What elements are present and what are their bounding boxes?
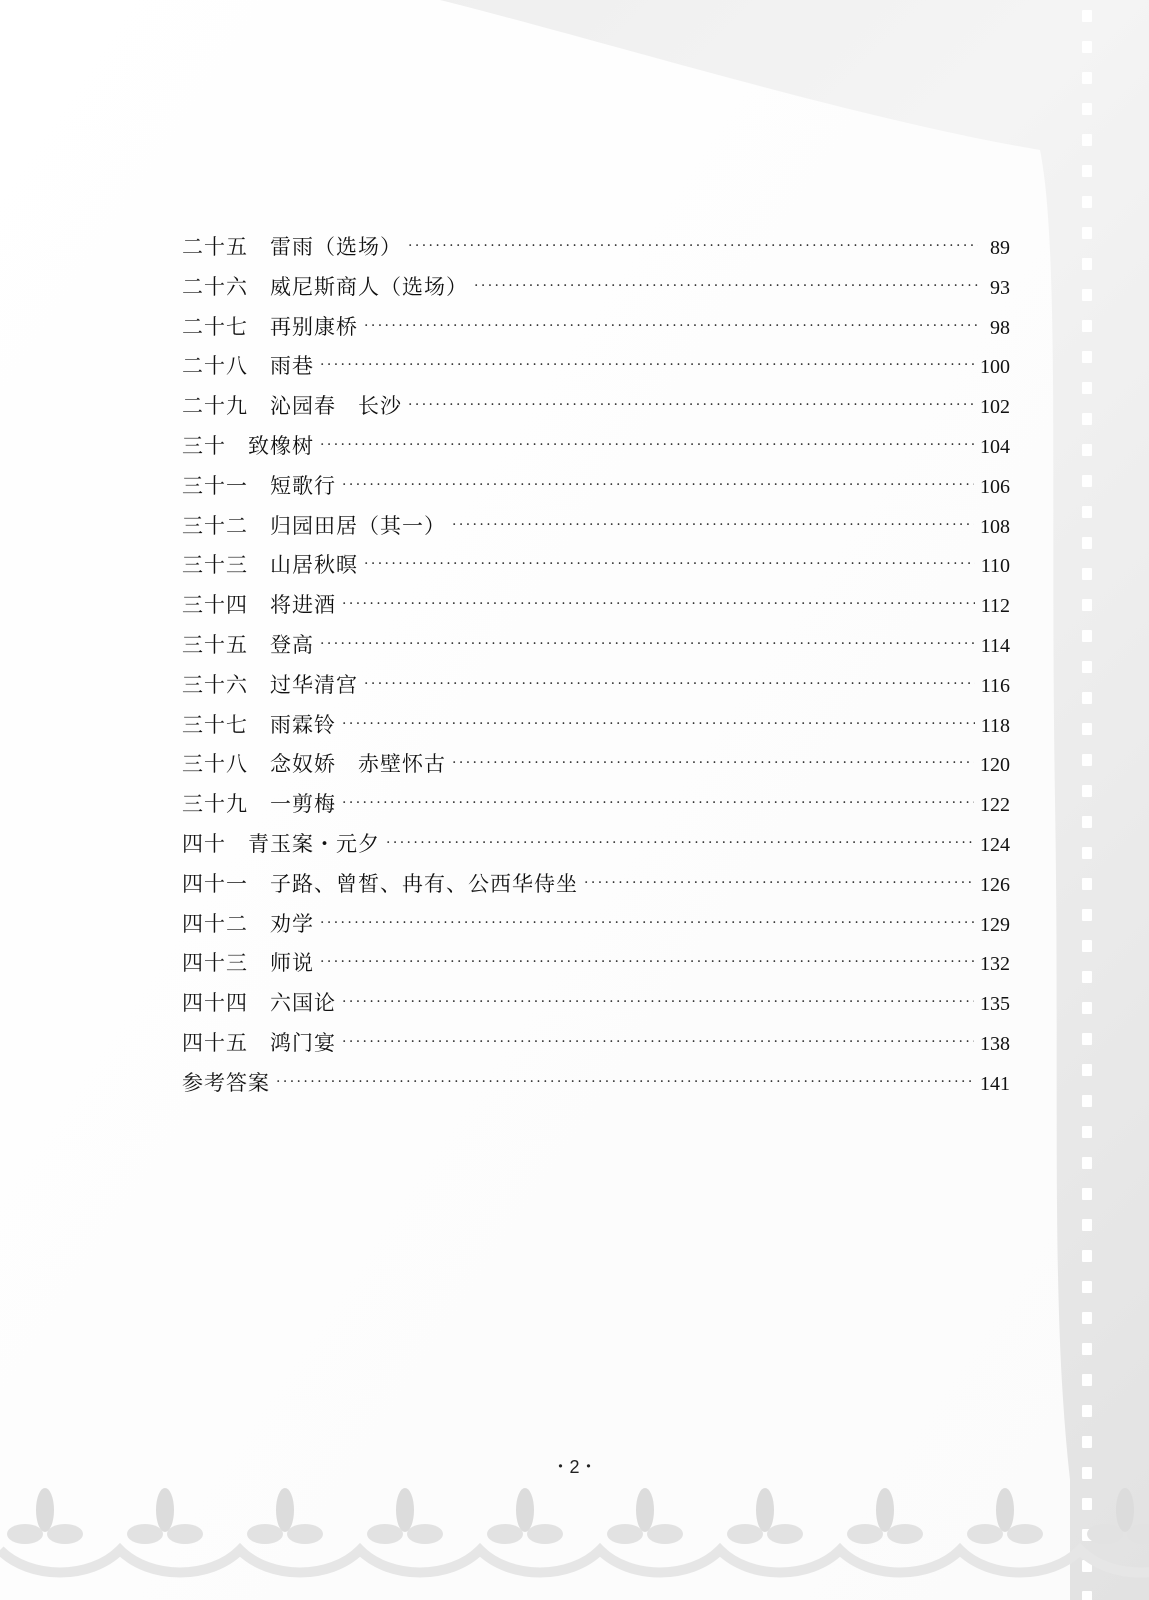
- toc-entry-page: 138: [980, 1032, 1010, 1055]
- dot-leader: [452, 506, 974, 546]
- toc-entry-number: 三十六: [182, 672, 248, 697]
- dot-leader: [364, 545, 975, 585]
- toc-entry[interactable]: [182, 586, 1010, 626]
- toc-entry-number: 三十七: [182, 712, 248, 737]
- dot-leader: [320, 904, 974, 944]
- film-strip-hole: [1082, 227, 1092, 239]
- toc-entry[interactable]: [182, 825, 1010, 865]
- toc-entry-page: 89: [990, 237, 1010, 259]
- toc-entry-number: 四十五: [182, 1030, 248, 1055]
- toc-entry-title: 沁园春 长沙: [270, 394, 402, 419]
- toc-entry-number: 三十四: [182, 593, 248, 618]
- toc-entry-title: 短歌行: [270, 473, 336, 498]
- toc-entry[interactable]: [182, 546, 1010, 586]
- dot-leader: [474, 267, 978, 307]
- dot-leader: [386, 824, 974, 864]
- toc-entry-number: 四十: [182, 831, 226, 856]
- film-strip-hole: [1082, 165, 1092, 177]
- toc-entry-title: 雷雨（选场）: [270, 235, 402, 259]
- toc-entry-title: 雨霖铃: [270, 712, 336, 737]
- toc-entry-number: 三十一: [182, 473, 248, 498]
- toc-entry[interactable]: [182, 706, 1010, 746]
- toc-entry[interactable]: [182, 427, 1010, 467]
- film-strip-hole: [1082, 41, 1092, 53]
- dot-leader: [364, 307, 978, 347]
- toc-entry-title: 归园田居（其一）: [270, 513, 446, 538]
- toc-entry-page: 118: [980, 714, 1010, 737]
- dot-leader: [342, 466, 974, 506]
- film-strip-hole: [1082, 1064, 1092, 1076]
- film-strip-hole: [1082, 1405, 1092, 1417]
- toc-entry-page: 141: [980, 1072, 1010, 1095]
- toc-entry[interactable]: [182, 347, 1010, 387]
- film-strip-hole: [1082, 1436, 1092, 1448]
- film-strip-hole: [1082, 475, 1092, 487]
- toc-entry-number: 四十二: [182, 911, 248, 936]
- film-strip-hole: [1082, 10, 1092, 22]
- toc-entry-title: 青玉案・元夕: [248, 831, 380, 856]
- film-strip-hole: [1082, 258, 1092, 270]
- dot-leader: [452, 744, 974, 784]
- toc-entry-title: 六国论: [270, 991, 336, 1016]
- dot-leader: [584, 864, 974, 904]
- toc-entry-page: 116: [980, 674, 1010, 697]
- film-strip-hole: [1082, 754, 1092, 766]
- flower-ornament: [127, 1488, 203, 1544]
- film-strip-hole: [1082, 785, 1092, 797]
- film-strip-hole: [1082, 1002, 1092, 1014]
- toc-entry[interactable]: [182, 308, 1010, 348]
- flower-ornament: [847, 1488, 923, 1544]
- dot-leader: [276, 1063, 974, 1103]
- toc-entry-number: 四十四: [182, 991, 248, 1016]
- toc-entry-number: 三十九: [182, 792, 248, 817]
- film-strip-hole: [1082, 630, 1092, 642]
- toc-entry-number: 三十八: [182, 752, 248, 777]
- film-strip-hole: [1082, 506, 1092, 518]
- film-strip-hole: [1082, 1343, 1092, 1355]
- toc-entry-number: 二十九: [182, 394, 248, 419]
- flower-ornament: [367, 1488, 443, 1544]
- film-strip-hole: [1082, 1188, 1092, 1200]
- toc-entry[interactable]: [182, 507, 1010, 547]
- toc-entry[interactable]: [182, 865, 1010, 905]
- toc-entry-title: 念奴娇 赤壁怀古: [270, 752, 446, 777]
- toc-entry-number: 四十三: [182, 951, 248, 976]
- flower-ornament: [967, 1488, 1043, 1544]
- toc-entry-title: 威尼斯商人（选场）: [270, 274, 468, 299]
- toc-entry-page: 100: [980, 356, 1010, 379]
- toc-entry-page: 110: [980, 555, 1010, 578]
- film-strip-hole: [1082, 971, 1092, 983]
- flower-ornament: [607, 1488, 683, 1544]
- film-strip-hole: [1082, 940, 1092, 952]
- toc-entry-number: 三十二: [182, 513, 248, 538]
- toc-entry-page: 98: [990, 316, 1010, 339]
- film-strip-hole: [1082, 1250, 1092, 1262]
- film-strip-hole: [1082, 1312, 1092, 1324]
- film-strip-hole: [1082, 537, 1092, 549]
- toc-entry-page: 120: [980, 754, 1010, 777]
- toc-entry[interactable]: [182, 268, 1010, 308]
- toc-entry-title: 将进酒: [270, 593, 336, 618]
- toc-entry-title: 过华清宫: [270, 672, 358, 697]
- toc-entry-page: 108: [980, 515, 1010, 538]
- toc-entry[interactable]: [182, 944, 1010, 984]
- toc-entry-title: 子路、曾皙、冉有、公西华侍坐: [270, 871, 578, 896]
- film-strip-hole: [1082, 72, 1092, 84]
- flower-ornament: [7, 1488, 83, 1544]
- toc-entry-page: 126: [980, 873, 1010, 896]
- toc-entry-title: 一剪梅: [270, 792, 336, 817]
- toc-entry-number: 四十一: [182, 871, 248, 896]
- toc-entry[interactable]: [182, 666, 1010, 706]
- film-strip-hole: [1082, 444, 1092, 456]
- dot-leader: [364, 665, 975, 705]
- dot-leader: [320, 943, 974, 983]
- flower-ornament: [247, 1488, 323, 1544]
- toc-entry-title: 雨巷: [270, 354, 314, 379]
- film-strip-hole: [1082, 351, 1092, 363]
- toc-entry[interactable]: [182, 467, 1010, 507]
- toc-entry-title: 劝学: [270, 911, 314, 936]
- flower-border: [0, 1470, 1149, 1600]
- flower-ornament: [487, 1488, 563, 1544]
- film-strip-hole: [1082, 413, 1092, 425]
- toc-entry-page: 114: [980, 634, 1010, 657]
- flower-ornament: [1087, 1488, 1149, 1544]
- film-strip-hole: [1082, 816, 1092, 828]
- film-strip-hole: [1082, 568, 1092, 580]
- film-strip-hole: [1082, 909, 1092, 921]
- dot-leader: [408, 386, 974, 426]
- toc-entry[interactable]: [182, 905, 1010, 945]
- page-number: ・2・: [551, 1457, 598, 1477]
- toc-entry-number: 二十八: [182, 354, 248, 379]
- toc-entry[interactable]: [182, 745, 1010, 785]
- film-strip-hole: [1082, 1126, 1092, 1138]
- table-of-contents: [182, 228, 1010, 1104]
- toc-entry-number: 三十: [182, 433, 226, 458]
- toc-entry[interactable]: [182, 984, 1010, 1024]
- film-strip-hole: [1082, 1219, 1092, 1231]
- dot-leader: [408, 227, 978, 267]
- toc-entry[interactable]: [182, 1064, 1010, 1104]
- toc-entry-title: 山居秋暝: [270, 553, 358, 578]
- toc-entry-page: 106: [980, 475, 1010, 498]
- toc-entry[interactable]: [182, 387, 1010, 427]
- toc-entry-page: 135: [980, 993, 1010, 1016]
- toc-entry-page: 122: [980, 794, 1010, 817]
- film-strip-hole: [1082, 723, 1092, 735]
- film-strip-hole: [1082, 847, 1092, 859]
- dot-leader: [342, 585, 975, 625]
- toc-entry-page: 129: [980, 913, 1010, 936]
- film-strip-hole: [1082, 692, 1092, 704]
- film-strip-hole: [1082, 1157, 1092, 1169]
- dot-leader: [342, 983, 974, 1023]
- film-strip-hole: [1082, 103, 1092, 115]
- toc-entry-page: 93: [990, 276, 1010, 299]
- film-strip-hole: [1082, 1033, 1092, 1045]
- toc-entry-title: 师说: [270, 951, 314, 976]
- film-strip-hole: [1082, 599, 1092, 611]
- film-strip-hole: [1082, 134, 1092, 146]
- film-strip-hole: [1082, 196, 1092, 208]
- film-strip-hole: [1082, 1095, 1092, 1107]
- border-swirl: [0, 1550, 1149, 1573]
- film-strip-hole: [1082, 661, 1092, 673]
- toc-entry-number: 二十五: [182, 235, 248, 259]
- toc-entry[interactable]: [182, 1024, 1010, 1064]
- film-strip-hole: [1082, 289, 1092, 301]
- toc-entry-page: 132: [980, 953, 1010, 976]
- dot-leader: [320, 346, 974, 386]
- toc-entry[interactable]: [182, 626, 1010, 666]
- film-strip-hole: [1082, 1374, 1092, 1386]
- toc-entry-title: 致橡树: [248, 433, 314, 458]
- toc-entry-page: 112: [980, 595, 1010, 618]
- dot-leader: [320, 426, 974, 466]
- dot-leader: [342, 705, 975, 745]
- toc-entry-page: 102: [980, 396, 1010, 419]
- toc-entry-number: 二十六: [182, 274, 248, 299]
- dot-leader: [342, 1023, 974, 1063]
- toc-entry[interactable]: [182, 228, 1010, 268]
- toc-entry-title: 鸿门宴: [270, 1030, 336, 1055]
- film-strip-hole: [1082, 320, 1092, 332]
- film-strip-hole: [1082, 382, 1092, 394]
- toc-entry-title: 参考答案: [182, 1070, 270, 1095]
- toc-entry-number: 三十五: [182, 632, 248, 657]
- dot-leader: [320, 625, 975, 665]
- toc-entry-title: 登高: [270, 632, 314, 657]
- toc-entry-page: 104: [980, 435, 1010, 458]
- flower-ornament: [727, 1488, 803, 1544]
- toc-entry[interactable]: [182, 785, 1010, 825]
- toc-entry-page: 124: [980, 833, 1010, 856]
- film-strip-edge: [1078, 0, 1098, 1600]
- film-strip-hole: [1082, 878, 1092, 890]
- toc-entry-number: 三十三: [182, 553, 248, 578]
- toc-entry-number: 二十七: [182, 314, 248, 339]
- toc-entry-title: 再别康桥: [270, 314, 358, 339]
- film-strip-hole: [1082, 1281, 1092, 1293]
- dot-leader: [342, 784, 974, 824]
